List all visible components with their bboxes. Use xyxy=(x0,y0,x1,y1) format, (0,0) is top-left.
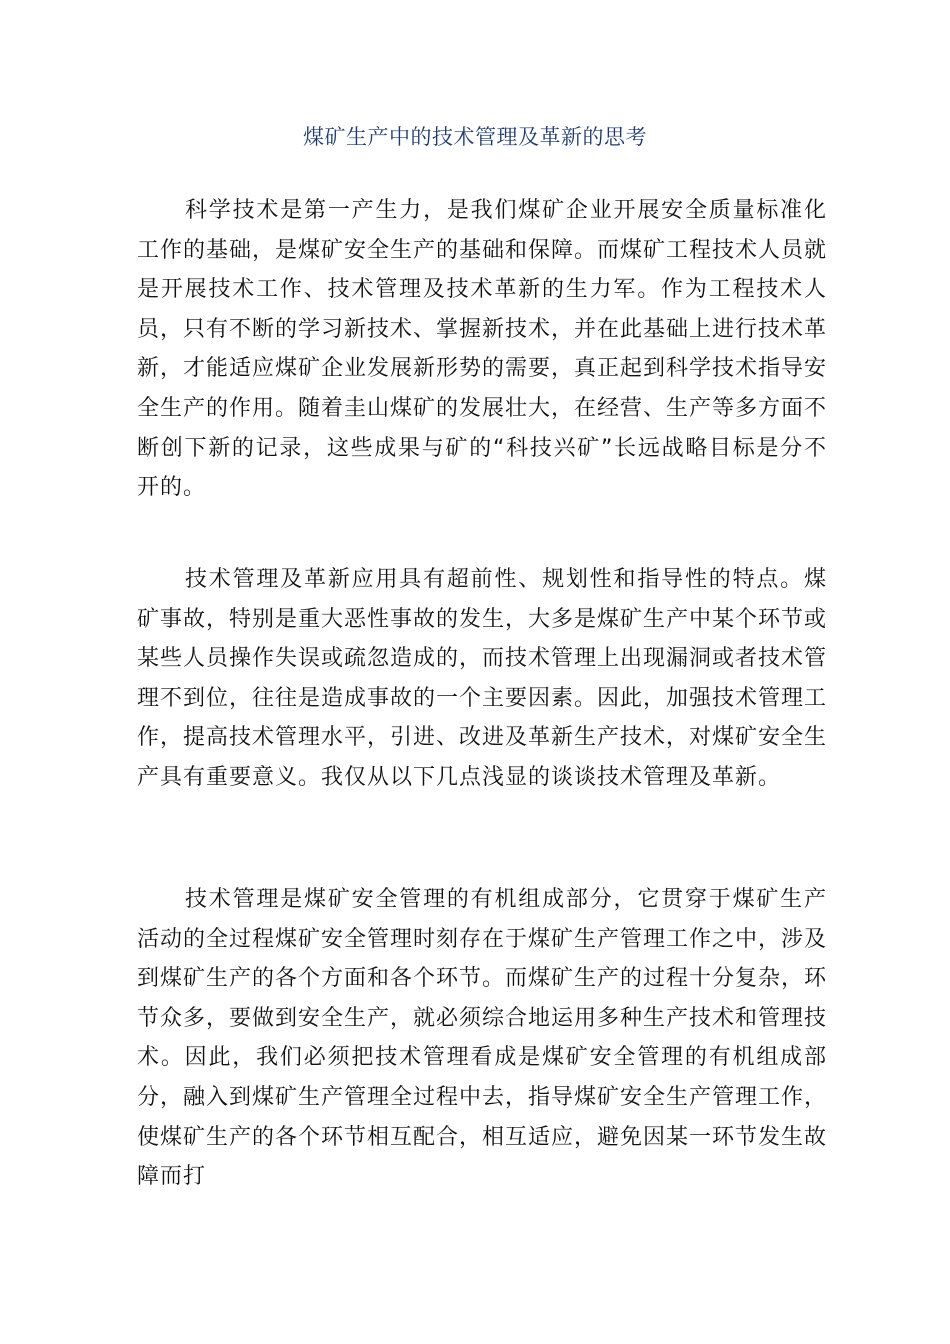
paragraph-3: 技术管理是煤矿安全管理的有机组成部分，它贯穿于煤矿生产活动的全过程煤矿安全管理时刻存在于煤矿生产管理工作之中，涉及到煤矿生产的各个方面和各个环节。而煤矿生产的过程十分复杂，环节众多，要做到安全生产，就必须综合地运用多种生产技术和管理技术。因此，我们必须把技术管理看成是煤矿安全管理的有机组成部分，融入到煤矿生产管理全过程中去，指导煤矿安全生产管理工作，使煤矿生产的各个环节相互配合，相互适应，避免因某一环节发生故障而打 xyxy=(137,887,828,1190)
document-title: 煤矿生产中的技术管理及革新的思考 xyxy=(303,125,647,149)
paragraph-1: 科学技术是第一产生力，是我们煤矿企业开展安全质量标准化工作的基础，是煤矿安全生产的基础和保障。而煤矿工程技术人员就是开展技术工作、技术管理及技术革新的生力军。作为工程技术人员，只有不断的学习新技术、掌握新技术，并在此基础上进行技术革新，才能适应煤矿企业发展新形势的需要，真正起到科学技术指导安全生产的作用。随着圭山煤矿的发展壮大，在经营、生产等多方面不断创下新的记录，这些成果与矿的“科技兴矿”长远战略目标是分不开的。 xyxy=(137,198,828,501)
paragraph-2: 技术管理及革新应用具有超前性、规划性和指导性的特点。煤矿事故，特别是重大恶性事故的发生，大多是煤矿生产中某个环节或某些人员操作失误或疏忽造成的，而技术管理上出现漏洞或者技术管理不到位，往往是造成事故的一个主要因素。因此，加强技术管理工作，提高技术管理水平，引进、改进及革新生产技术，对煤矿安全生产具有重要意义。我仅从以下几点浅显的谈谈技术管理及革新。 xyxy=(137,567,828,790)
